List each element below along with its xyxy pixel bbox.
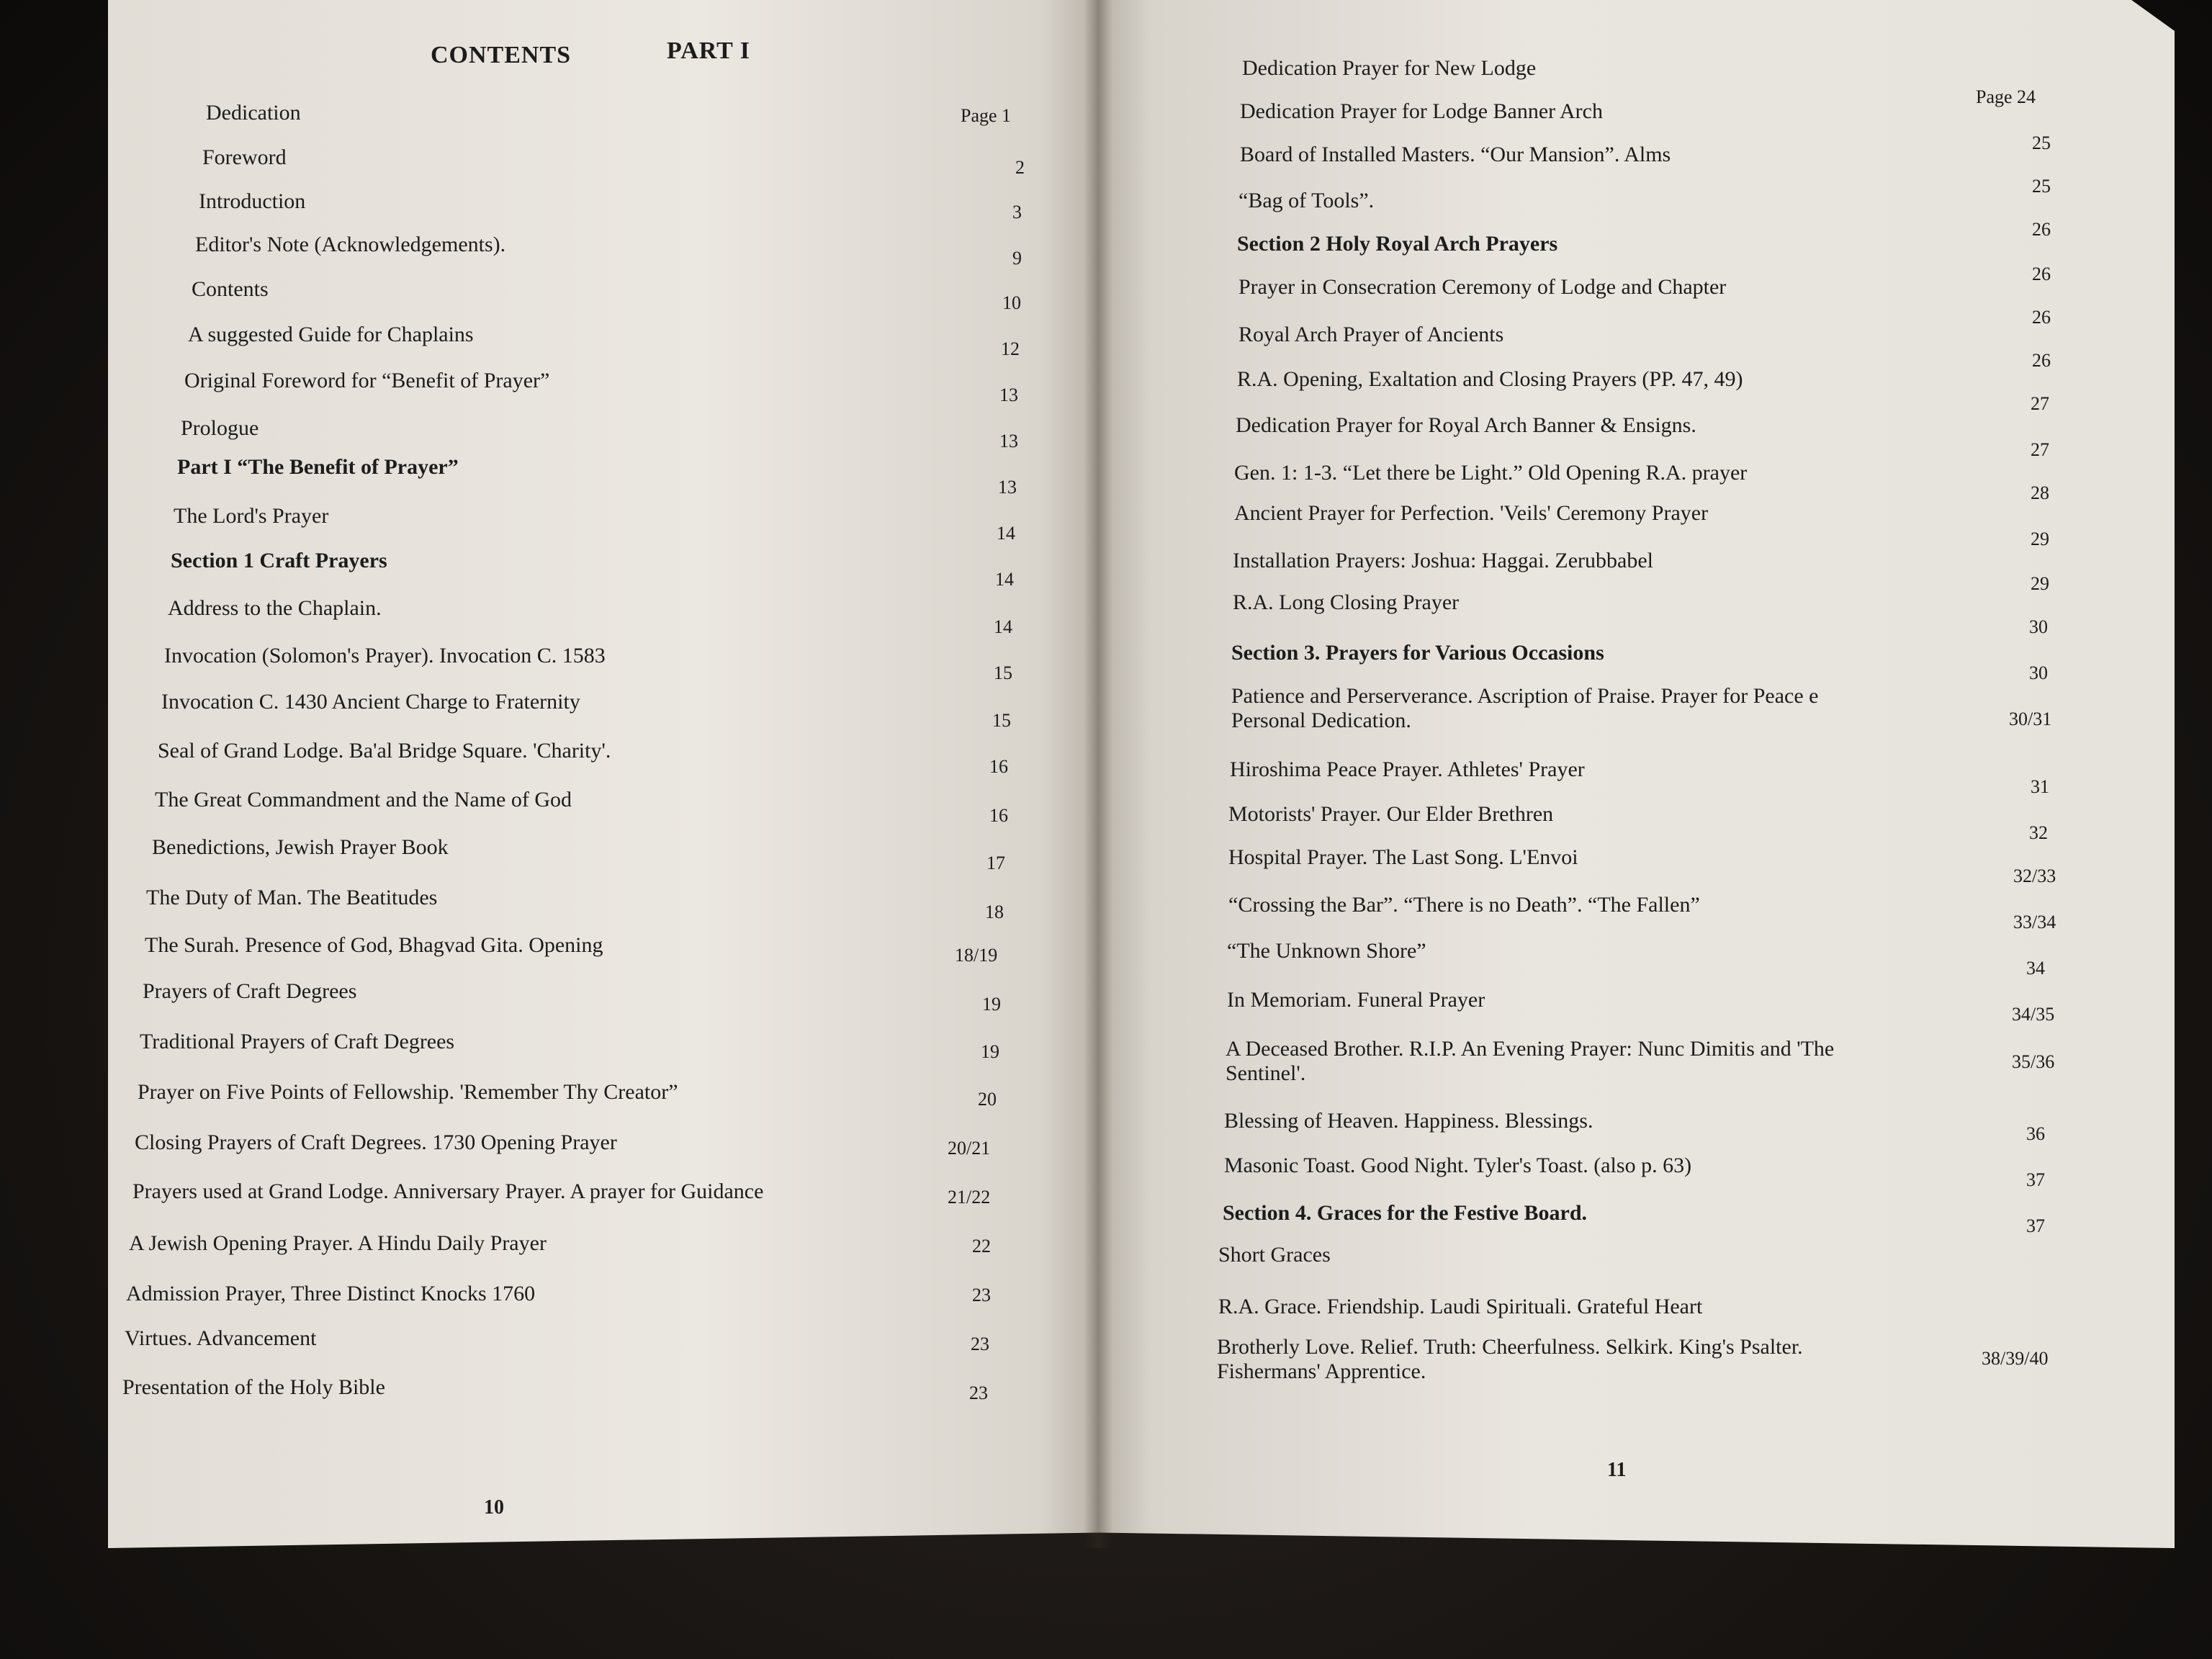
right-toc-entry-title — [1217, 1335, 1803, 1384]
right-toc-entry-title — [1231, 684, 1819, 733]
right-toc-entry-title — [1238, 189, 1374, 213]
right-toc-entry-title-continuation: Sentinel'. — [1226, 1061, 1306, 1085]
left-toc-entry-page-number: 2 — [1015, 157, 1025, 178]
right-toc-entry-title — [1237, 232, 1557, 256]
right-toc-entry-page-number: 37 — [2026, 1169, 2045, 1190]
right-toc-entry-title — [1226, 1037, 1834, 1086]
left-toc-entry-title — [164, 644, 606, 668]
right-toc-entry-page-number: 27 — [2031, 439, 2049, 460]
right-toc-entry-title — [1227, 988, 1485, 1012]
left-toc-entry-title-line: Seal of Grand Lodge. Ba'al Bridge Square. 'Charity'. — [158, 739, 611, 763]
left-toc-entry-title-line: Invocation (Solomon's Prayer). Invocation C. 1583 — [164, 644, 606, 667]
left-toc-entry-title — [188, 323, 474, 347]
left-toc-entry-page-number: 20/21 — [948, 1138, 991, 1159]
right-toc-entry-page-number: 37 — [2026, 1215, 2045, 1236]
left-toc-entry-title-line: Prayer on Five Points of Fellowship. 'Remember Thy Creator” — [138, 1080, 678, 1104]
left-toc-entry-title — [174, 504, 328, 529]
left-toc-entry-page-number: 21/22 — [948, 1187, 991, 1208]
right-toc-entry-page-number: 26 — [2032, 264, 2051, 284]
right-toc-entry-page-number: 38/39/40 — [1982, 1348, 2049, 1369]
right-toc-entry-page-number: 26 — [2032, 350, 2051, 371]
right-toc-entry-page-number: 26 — [2032, 307, 2051, 328]
left-toc-entry-title — [146, 886, 437, 910]
book-gutter — [1084, 0, 1112, 1548]
left-toc-entry-title — [195, 233, 505, 257]
left-toc-entry-page-number: 17 — [986, 853, 1005, 873]
right-toc-entry-title — [1228, 845, 1578, 870]
right-toc-entry-title — [1228, 893, 1700, 917]
right-toc-entry-page-number: 25 — [2032, 132, 2051, 153]
left-toc-entry-title-line: Part I “The Benefit of Prayer” — [177, 455, 459, 479]
right-toc-entry-page-number: 36 — [2026, 1123, 2045, 1144]
left-toc-entry-title — [177, 455, 459, 480]
right-toc-entry-title-line: Blessing of Heaven. Happiness. Blessings. — [1224, 1109, 1593, 1133]
left-toc-entry-title-line: The Lord's Prayer — [174, 504, 329, 528]
right-toc-entry-page-number: 32 — [2029, 822, 2048, 843]
right-toc-entry-page-number: 34/35 — [2012, 1004, 2055, 1025]
left-toc-entry-title — [199, 189, 305, 214]
left-toc-entry-page-number: 22 — [972, 1236, 991, 1256]
right-toc-entry-title-line: Dedication Prayer for Royal Arch Banner & Ensigns. — [1236, 413, 1696, 437]
right-toc-entry-title — [1233, 590, 1459, 615]
left-toc-entry-title — [140, 1030, 454, 1054]
right-toc-entry-title-line: “The Unknown Shore” — [1227, 939, 1426, 963]
left-toc-entry-title — [132, 1179, 763, 1204]
right-toc-entry-title-line: Board of Installed Masters. “Our Mansion”. Alms — [1240, 143, 1671, 166]
left-toc-entry-title — [206, 101, 301, 125]
right-toc-entry-title-line: Dedication Prayer for New Lodge — [1242, 56, 1537, 80]
right-toc-entry-title-line: Installation Prayers: Joshua: Haggai. Zerubbabel — [1233, 549, 1654, 572]
right-toc-entry-title-line: Hiroshima Peace Prayer. Athletes' Prayer — [1230, 757, 1585, 781]
right-toc-entry-title — [1227, 939, 1426, 963]
left-toc-entry-page-number: 14 — [994, 616, 1012, 637]
left-toc-entry-title-line: Section 1 Craft Prayers — [171, 549, 387, 572]
right-page-number: 11 — [1607, 1459, 1627, 1481]
right-toc-entry-page-number: 28 — [2031, 482, 2049, 503]
right-toc-entry-page-number: 26 — [2032, 219, 2051, 240]
right-toc-entry-title — [1223, 1201, 1587, 1226]
left-toc-entry-page-number: 14 — [997, 523, 1015, 544]
contents-heading: CONTENTS — [431, 42, 572, 68]
right-toc-entry-title — [1224, 1154, 1691, 1178]
right-toc-entry-title-line: R.A. Grace. Friendship. Laudi Spirituali. Grateful Heart — [1218, 1295, 1703, 1318]
left-toc-entry-title — [171, 549, 387, 573]
right-toc-entry-title-line: Patience and Perserverance. Ascription of Praise. Prayer for Peace e — [1231, 684, 1819, 708]
right-toc-entry-title — [1228, 802, 1553, 827]
left-toc-entry-title-line: Virtues. Advancement — [125, 1326, 317, 1350]
left-toc-entry-page-number: 13 — [999, 385, 1018, 405]
right-toc-entry-title-line: Section 3. Prayers for Various Occasions — [1231, 641, 1604, 665]
right-toc-entry-page-number: 27 — [2031, 393, 2049, 414]
right-toc-entry-title — [1234, 501, 1708, 526]
right-toc-entry-page-number: 31 — [2031, 776, 2049, 797]
left-toc-entry-page-number: 16 — [989, 756, 1008, 777]
left-toc-entry-title — [138, 1080, 678, 1105]
right-toc-entry-title-line: Hospital Prayer. The Last Song. L'Envoi — [1228, 845, 1578, 869]
right-toc-entry-page-number: 29 — [2031, 529, 2049, 549]
right-toc-entry-page-number: 30 — [2029, 616, 2048, 637]
left-page-number: 10 — [484, 1496, 504, 1519]
left-toc-entry-title-line: Closing Prayers of Craft Degrees. 1730 Opening Prayer — [135, 1130, 617, 1154]
left-toc-entry-title-line: Benedictions, Jewish Prayer Book — [152, 835, 449, 859]
right-toc-entry-title — [1218, 1295, 1702, 1319]
left-toc-entry-page-number: 9 — [1012, 248, 1022, 269]
part-heading: PART I — [667, 37, 750, 64]
right-toc-entry-title — [1224, 1109, 1593, 1133]
left-toc-entry-page-number: 3 — [1012, 202, 1022, 222]
left-toc-entry-page-number: 18/19 — [955, 945, 998, 966]
left-toc-entry-title-line: A suggested Guide for Chaplains — [188, 323, 474, 346]
left-toc-entry-title-line: Foreword — [202, 145, 287, 169]
left-toc-entry-title-line: Invocation C. 1430 Ancient Charge to Fraternity — [161, 690, 580, 714]
right-toc-entry-title-line: Dedication Prayer for Lodge Banner Arch — [1240, 99, 1603, 123]
left-toc-entry-page-number: 15 — [992, 710, 1011, 731]
left-toc-entry-title-line: Contents — [192, 277, 269, 301]
left-toc-entry-title-line: Traditional Prayers of Craft Degrees — [140, 1030, 455, 1053]
left-toc-entry-title-line: Editor's Note (Acknowledgements). — [195, 233, 506, 256]
left-toc-entry-page-number: 13 — [998, 477, 1017, 498]
right-toc-entry-title-line: Brotherly Love. Relief. Truth: Cheerfulness. Selkirk. King's Psalter. — [1217, 1335, 1803, 1359]
left-toc-entry-title — [158, 739, 611, 763]
right-toc-entry-title-line: Prayer in Consecration Ceremony of Lodge and Chapter — [1238, 275, 1727, 299]
left-toc-entry-page-number: 23 — [972, 1285, 991, 1305]
right-toc-entry-page-number: 34 — [2026, 958, 2045, 979]
right-toc-entry-page-number: 30/31 — [2009, 709, 2052, 729]
right-toc-entry-title-line: Ancient Prayer for Perfection. 'Veils' Ceremony Prayer — [1234, 501, 1709, 525]
left-toc-entry-page-number: 16 — [989, 805, 1008, 826]
right-toc-entry-title-line: Gen. 1: 1-3. “Let there be Light.” Old Opening R.A. prayer — [1234, 461, 1748, 485]
right-toc-entry-title — [1236, 413, 1696, 438]
right-toc-entry-title-line: In Memoriam. Funeral Prayer — [1227, 988, 1485, 1012]
left-toc-entry-title — [122, 1375, 385, 1400]
left-toc-entry-title — [126, 1282, 535, 1306]
left-toc-entry-title — [192, 277, 269, 302]
left-toc-entry-title-line: Presentation of the Holy Bible — [122, 1375, 385, 1399]
right-toc-entry-title-line: Section 2 Holy Royal Arch Prayers — [1237, 232, 1558, 256]
left-toc-entry-page-number: 13 — [999, 431, 1018, 451]
left-toc-entry-title-line: The Great Commandment and the Name of God — [155, 788, 572, 811]
right-toc-entry-title — [1231, 641, 1604, 665]
right-toc-entry-title-line: “Crossing the Bar”. “There is no Death”. “The Fallen” — [1228, 893, 1700, 917]
left-toc-entry-title-line: Address to the Chaplain. — [168, 596, 382, 620]
left-toc-entry-title-line: The Duty of Man. The Beatitudes — [146, 886, 438, 909]
right-toc-entry-page-number: 30 — [2029, 662, 2048, 683]
left-toc-entry-title — [129, 1231, 547, 1256]
left-toc-entry-title-line: Original Foreword for “Benefit of Prayer” — [184, 369, 550, 392]
right-toc-entry-page-number: 25 — [2032, 176, 2051, 197]
left-toc-entry-title — [152, 835, 449, 860]
right-toc-entry-title-line: R.A. Long Closing Prayer — [1233, 590, 1460, 614]
right-toc-entry-page-number: 33/34 — [2013, 912, 2056, 932]
right-toc-entry-title-line: “Bag of Tools”. — [1238, 189, 1375, 212]
left-toc-entry-page-number: Page 1 — [961, 105, 1012, 126]
right-toc-entry-title-line: Masonic Toast. Good Night. Tyler's Toast. (also p. 63) — [1224, 1154, 1692, 1177]
right-toc-entry-title — [1218, 1243, 1331, 1267]
right-toc-entry-title — [1240, 143, 1671, 167]
left-toc-entry-page-number: 14 — [995, 569, 1014, 590]
left-toc-entry-title — [135, 1130, 617, 1155]
left-toc-entry-title — [155, 788, 572, 812]
right-toc-entry-title — [1234, 461, 1747, 485]
right-toc-entry-title-line: A Deceased Brother. R.I.P. An Evening Prayer: Nunc Dimitis and 'The — [1226, 1037, 1835, 1061]
left-toc-entry-page-number: 19 — [982, 994, 1001, 1015]
right-toc-entry-title-continuation: Fishermans' Apprentice. — [1217, 1359, 1426, 1383]
left-toc-entry-title — [202, 145, 287, 170]
left-toc-entry-title-line: Introduction — [199, 189, 306, 213]
left-toc-entry-page-number: 23 — [971, 1334, 989, 1354]
left-toc-entry-title — [184, 369, 549, 393]
left-toc-entry-title — [161, 690, 580, 714]
left-toc-entry-title-line: The Surah. Presence of God, Bhagvad Gita. Opening — [145, 933, 603, 957]
right-toc-entry-page-number: Page 24 — [1976, 86, 2036, 107]
right-toc-entry-title-line: Motorists' Prayer. Our Elder Brethren — [1228, 802, 1554, 826]
right-toc-entry-title-line: R.A. Opening, Exaltation and Closing Prayers (PP. 47, 49) — [1237, 367, 1743, 391]
left-toc-entry-page-number: 23 — [969, 1382, 988, 1403]
left-toc-entry-title — [125, 1326, 316, 1351]
left-toc-entry-page-number: 20 — [978, 1089, 997, 1110]
right-toc-entry-page-number: 29 — [2031, 573, 2049, 594]
left-toc-entry-title — [145, 933, 603, 958]
left-toc-entry-title-line: Prayers of Craft Degrees — [143, 979, 357, 1003]
right-toc-entry-title — [1238, 323, 1503, 347]
right-toc-entry-page-number: 35/36 — [2012, 1051, 2055, 1072]
right-toc-entry-title — [1238, 275, 1726, 300]
right-toc-entry-title — [1237, 367, 1743, 392]
left-toc-entry-title — [143, 979, 356, 1004]
left-toc-entry-title-line: Prologue — [181, 416, 259, 440]
right-toc-entry-title — [1230, 757, 1585, 782]
right-toc-entry-page-number: 32/33 — [2013, 866, 2056, 886]
left-toc-entry-page-number: 19 — [981, 1041, 999, 1062]
left-toc-entry-title-line: Admission Prayer, Three Distinct Knocks 1760 — [126, 1282, 536, 1305]
right-toc-entry-title-line: Royal Arch Prayer of Ancients — [1238, 323, 1504, 346]
left-toc-entry-page-number: 18 — [985, 902, 1004, 922]
left-toc-entry-title-line: A Jewish Opening Prayer. A Hindu Daily Prayer — [129, 1231, 547, 1255]
left-toc-entry-title-line: Dedication — [206, 101, 301, 125]
right-toc-entry-title-continuation: Personal Dedication. — [1231, 709, 1411, 732]
left-toc-entry-title — [181, 416, 258, 441]
right-toc-entry-title — [1233, 549, 1653, 573]
left-toc-entry-page-number: 10 — [1002, 292, 1021, 313]
left-toc-entry-title-line: Prayers used at Grand Lodge. Anniversary Prayer. A prayer for Guidance — [132, 1179, 764, 1203]
right-toc-entry-title-line: Section 4. Graces for the Festive Board. — [1223, 1201, 1588, 1225]
left-toc-entry-page-number: 15 — [994, 662, 1012, 683]
left-toc-entry-title — [168, 596, 382, 621]
left-toc-entry-page-number: 12 — [1001, 338, 1020, 359]
right-toc-entry-title — [1242, 56, 1536, 81]
right-toc-entry-title-line: Short Graces — [1218, 1243, 1331, 1267]
right-toc-entry-title — [1240, 99, 1603, 124]
